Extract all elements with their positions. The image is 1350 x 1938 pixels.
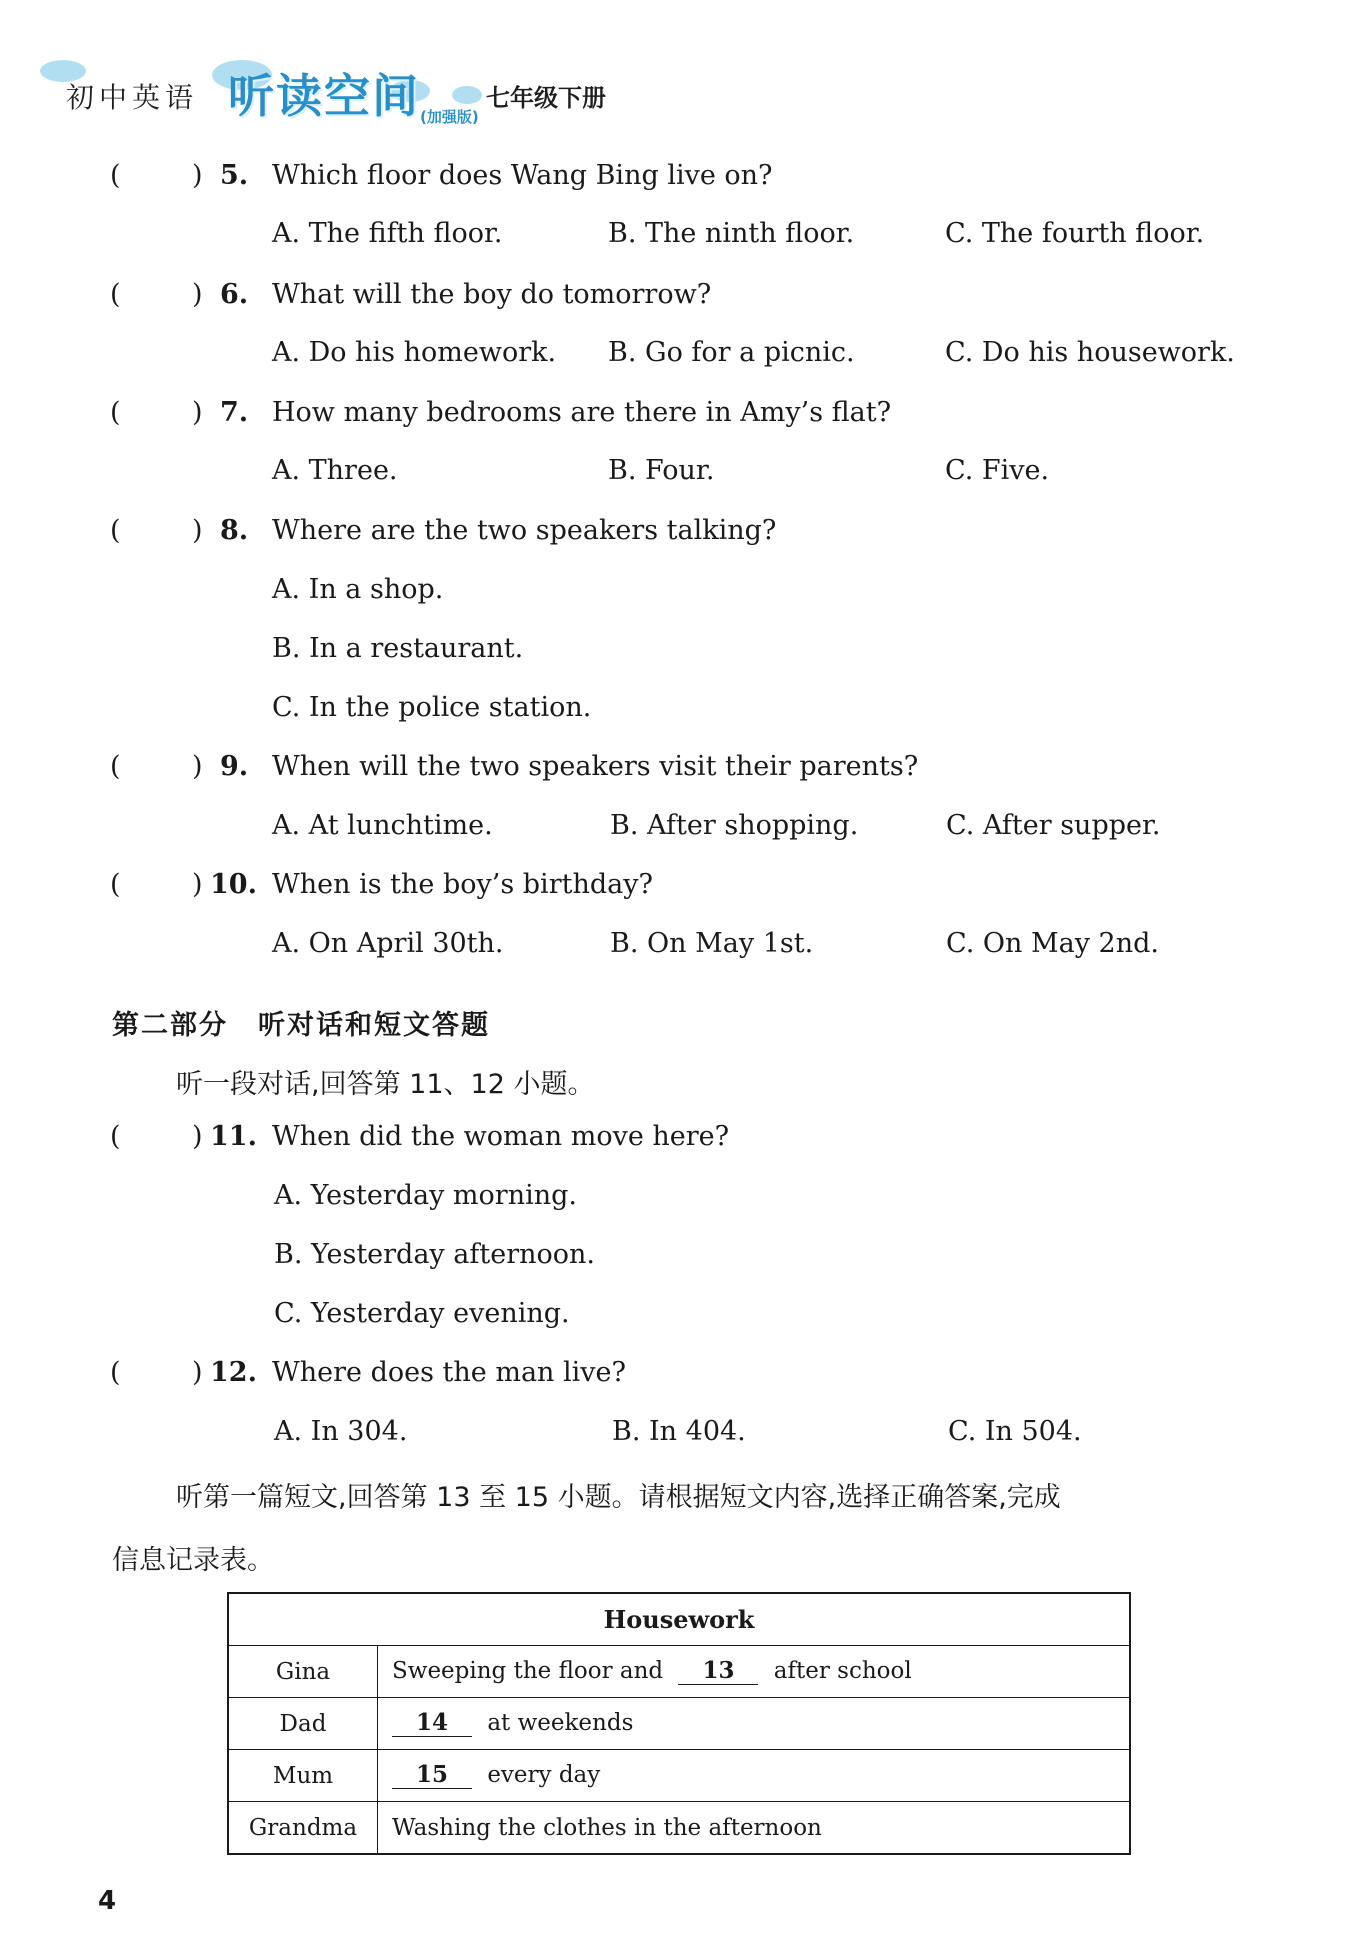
- answer-paren-open: (: [110, 869, 121, 900]
- question-text: Where does the man live?: [272, 1357, 626, 1388]
- answer-paren-open: (: [110, 397, 121, 428]
- question-number: 6.: [220, 279, 249, 310]
- option-c: C. Yesterday evening.: [274, 1298, 570, 1329]
- question-text: How many bedrooms are there in Amy’s flat?: [272, 397, 892, 428]
- section-name: 听对话和短文答题: [258, 1010, 490, 1041]
- option-b: B. On May 1st.: [610, 928, 814, 959]
- task-cell: [378, 1646, 1131, 1698]
- option-c: C. In the police station.: [272, 692, 592, 723]
- table-title: Housework: [228, 1593, 1130, 1646]
- answer-paren-close: ): [192, 1357, 203, 1388]
- question-text: When did the woman move here?: [272, 1121, 730, 1152]
- instruction-passage-cont: 信息记录表。: [112, 1545, 274, 1576]
- question-number: 5.: [220, 160, 249, 191]
- option-b: B. In a restaurant.: [272, 633, 524, 664]
- answer-paren-open: (: [110, 515, 121, 546]
- cloud-decoration: [452, 86, 482, 104]
- option-b: B. Go for a picnic.: [608, 337, 855, 368]
- question-number: 10.: [210, 869, 257, 900]
- question-text: Which floor does Wang Bing live on?: [272, 160, 773, 191]
- option-a: A. In 304.: [274, 1416, 408, 1447]
- answer-blank-15[interactable]: 15: [392, 1762, 472, 1788]
- option-b: B. The ninth floor.: [608, 218, 855, 249]
- option-c: C. Five.: [945, 455, 1050, 486]
- task-cell: [378, 1698, 1131, 1750]
- person-cell: Gina: [228, 1646, 378, 1698]
- brand-logo: 听读空间: [228, 69, 420, 123]
- answer-paren-close: ): [192, 515, 203, 546]
- table-row: [228, 1750, 1130, 1802]
- task-cell: [378, 1802, 1131, 1855]
- option-c: C. Do his housework.: [945, 337, 1235, 368]
- table-row: [228, 1646, 1130, 1698]
- answer-paren-open: (: [110, 1357, 121, 1388]
- question-text: What will the boy do tomorrow?: [272, 279, 712, 310]
- question-text: When will the two speakers visit their parents?: [272, 751, 919, 782]
- question-number: 7.: [220, 397, 249, 428]
- option-b: B. In 404.: [612, 1416, 746, 1447]
- table-row: [228, 1802, 1130, 1855]
- option-a: A. The fifth floor.: [272, 218, 503, 249]
- task-text: every day: [487, 1762, 601, 1789]
- answer-paren-open: (: [110, 160, 121, 191]
- question-number: 8.: [220, 515, 249, 546]
- question-text: When is the boy’s birthday?: [272, 869, 653, 900]
- answer-paren-close: ): [192, 160, 203, 191]
- task-text: at weekends: [487, 1710, 634, 1737]
- option-c: C. After supper.: [946, 810, 1161, 841]
- option-b: B. Yesterday afternoon.: [274, 1239, 595, 1270]
- option-b: B. Four.: [608, 455, 715, 486]
- answer-paren-close: ): [192, 869, 203, 900]
- option-a: A. Yesterday morning.: [274, 1180, 577, 1211]
- book-header: [40, 50, 660, 126]
- task-cell: [378, 1750, 1131, 1802]
- person-cell: Grandma: [228, 1802, 378, 1855]
- answer-paren-open: (: [110, 751, 121, 782]
- answer-paren-open: (: [110, 1121, 121, 1152]
- task-text: after school: [773, 1658, 912, 1685]
- answer-paren-close: ): [192, 1121, 203, 1152]
- question-number: 9.: [220, 751, 249, 782]
- task-text: Sweeping the floor and: [392, 1658, 664, 1685]
- option-a: A. In a shop.: [272, 574, 444, 605]
- option-a: A. Do his homework.: [272, 337, 557, 368]
- question-number: 11.: [210, 1121, 257, 1152]
- person-cell: Dad: [228, 1698, 378, 1750]
- option-c: C. On May 2nd.: [946, 928, 1159, 959]
- question-number: 12.: [210, 1357, 257, 1388]
- answer-paren-close: ): [192, 397, 203, 428]
- answer-paren-open: (: [110, 279, 121, 310]
- series-title: 初中英语: [66, 81, 199, 114]
- option-c: C. In 504.: [948, 1416, 1082, 1447]
- option-b: B. After shopping.: [610, 810, 859, 841]
- section-part: 第二部分: [112, 1010, 228, 1041]
- question-text: Where are the two speakers talking?: [272, 515, 777, 546]
- instruction-dialogue: 听一段对话,回答第 11、12 小题。: [176, 1069, 595, 1100]
- person-cell: Mum: [228, 1750, 378, 1802]
- table-row: [228, 1698, 1130, 1750]
- answer-paren-close: ): [192, 751, 203, 782]
- instruction-passage: 听第一篇短文,回答第 13 至 15 小题。请根据短文内容,选择正确答案,完成: [176, 1482, 1061, 1513]
- edition-label: (加强版): [420, 108, 479, 126]
- housework-table: [227, 1592, 1131, 1855]
- grade-label: 七年级下册: [486, 84, 606, 112]
- answer-paren-close: ): [192, 279, 203, 310]
- answer-blank-14[interactable]: 14: [392, 1710, 472, 1736]
- page-number: 4: [98, 1886, 117, 1916]
- section-title: [112, 1003, 490, 1042]
- option-a: A. On April 30th.: [272, 928, 504, 959]
- option-a: A. At lunchtime.: [272, 810, 493, 841]
- task-text: Washing the clothes in the afternoon: [392, 1814, 822, 1841]
- answer-blank-13[interactable]: 13: [678, 1658, 758, 1684]
- option-c: C. The fourth floor.: [945, 218, 1205, 249]
- option-a: A. Three.: [272, 455, 398, 486]
